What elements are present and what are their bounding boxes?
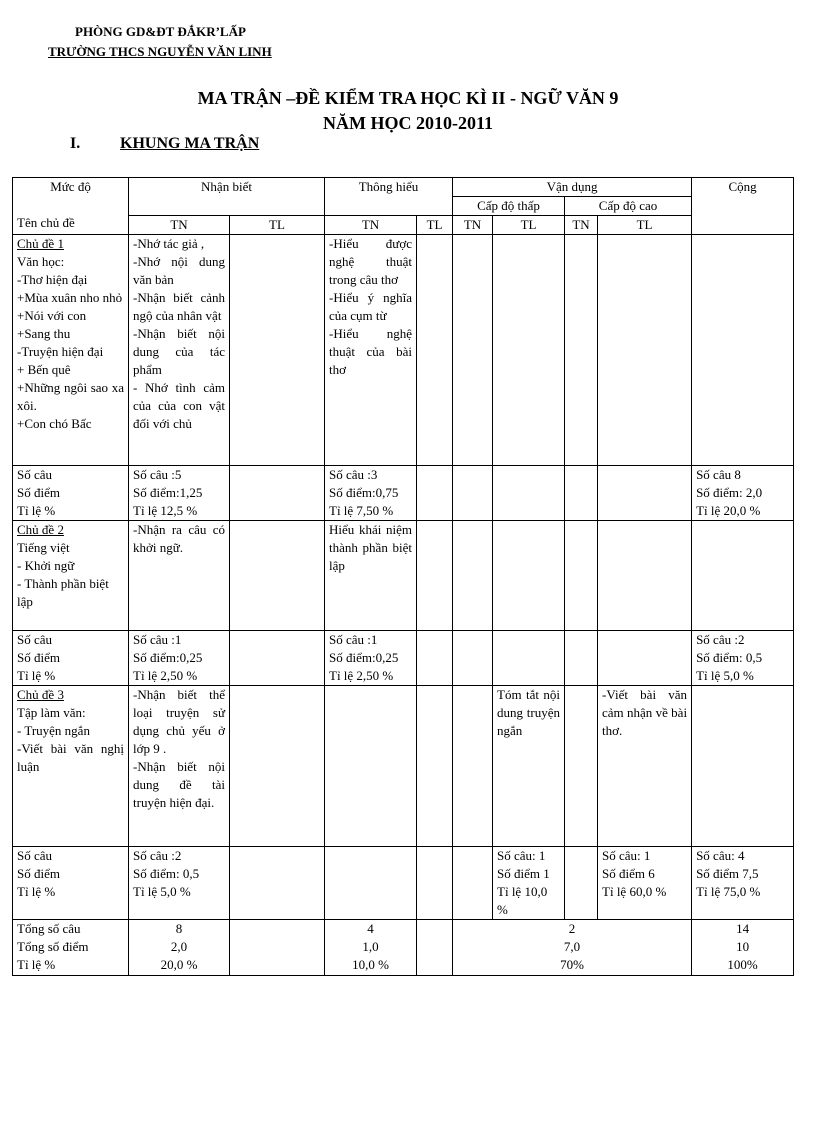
stat-value: Tỉ lệ 5,0 % xyxy=(696,668,754,683)
high-level-header: Cấp độ cao xyxy=(565,197,692,216)
school-name: TRƯỜNG THCS NGUYỄN VĂN LINH xyxy=(48,44,272,59)
topic1-line: +Con chó Bấc xyxy=(17,416,92,431)
stat-value: Tỉ lệ 10,0 % xyxy=(497,884,548,917)
empty-cell xyxy=(565,686,598,847)
topic1-title: Chủ đề 1 xyxy=(17,236,64,251)
total-value: 70% xyxy=(560,957,584,972)
stat-label: Số câu xyxy=(17,848,53,863)
document-title: MA TRẬN –ĐỀ KIỂM TRA HỌC KÌ II - NGỮ VĂN 9 xyxy=(197,88,619,108)
topic1-recognition-stats xyxy=(129,466,230,521)
stat-label: Số câu xyxy=(17,632,53,647)
stat-value: Tỉ lệ 60,0 % xyxy=(602,884,667,899)
grand-totals xyxy=(692,920,794,976)
stat-value: Số điểm:0,75 xyxy=(329,485,399,500)
empty-cell xyxy=(453,466,493,521)
total-value: 100% xyxy=(727,957,758,972)
empty-cell xyxy=(230,235,325,466)
stat-value: Số câu 8 xyxy=(696,467,741,482)
total-label: Tổng số câu xyxy=(17,921,81,936)
topic3-line: -Viết bài văn nghị luận xyxy=(17,741,124,774)
stat-value: Tỉ lệ 12,5 % xyxy=(133,503,198,518)
empty-cell xyxy=(565,847,598,920)
stat-value: Số câu: 4 xyxy=(696,848,745,863)
tn-header: TN xyxy=(325,216,417,235)
text-line: -Nhận biết thể loại truyện sử dụng chủ yếu ở lớp 9 . xyxy=(133,687,225,756)
empty-cell xyxy=(230,466,325,521)
topic2-title: Chủ đề 2 xyxy=(17,522,64,537)
text-line: -Hiểu ý nghĩa của cụm từ xyxy=(329,290,412,323)
comprehension-totals xyxy=(325,920,417,976)
empty-cell xyxy=(565,235,598,466)
empty-cell xyxy=(417,521,453,631)
topic1-comprehension-stats xyxy=(325,466,417,521)
recognition-totals xyxy=(129,920,230,976)
stat-value: Số câu: 1 xyxy=(602,848,651,863)
header-corner-cell xyxy=(13,178,129,235)
text-line: -Viết bài văn cảm nhận về bài thơ. xyxy=(602,687,688,738)
section-number: I. xyxy=(70,135,81,152)
application-totals xyxy=(453,920,692,976)
empty-cell xyxy=(230,920,325,976)
empty-cell xyxy=(565,466,598,521)
text-line: -Nhận biết nội dung của tác phẩm xyxy=(133,326,225,377)
total-value: 2 xyxy=(568,921,576,936)
topic3-recognition xyxy=(129,686,230,847)
topic2-recognition-stats xyxy=(129,631,230,686)
stat-value: Số câu :1 xyxy=(133,632,182,647)
topic1-line: -Thơ hiện đại xyxy=(17,272,88,287)
topic3-cell xyxy=(13,686,129,847)
empty-cell xyxy=(325,847,417,920)
text-line: -Nhận biết cảnh ngộ của nhân vật xyxy=(133,290,225,323)
stat-value: Số điểm: 0,5 xyxy=(133,866,200,881)
topic2-comprehension-stats xyxy=(325,631,417,686)
stat-value: Số câu :1 xyxy=(329,632,378,647)
topic1-line: Văn học: xyxy=(17,254,65,269)
stat-value: Số điểm:0,25 xyxy=(329,650,399,665)
text-line: -Nhớ nội dung văn bản xyxy=(133,254,225,287)
text-line: Hiểu khái niệm thành phần biệt lập xyxy=(329,522,412,573)
school-year: NĂM HỌC 2010-2011 xyxy=(323,113,493,133)
empty-cell xyxy=(453,631,493,686)
total-value: 10,0 % xyxy=(352,957,389,972)
empty-cell xyxy=(565,631,598,686)
empty-cell xyxy=(453,521,493,631)
text-line: Tóm tắt nội dung truyện ngắn xyxy=(497,687,561,738)
topic3-low-application xyxy=(493,686,565,847)
empty-cell xyxy=(417,466,453,521)
application-header: Vận dụng xyxy=(453,178,692,197)
recognition-header: Nhận biết xyxy=(129,178,325,216)
empty-cell xyxy=(230,847,325,920)
topic2-cell xyxy=(13,521,129,631)
empty-cell xyxy=(230,686,325,847)
empty-cell xyxy=(493,631,565,686)
total-label: Tổng số điểm xyxy=(17,939,89,954)
empty-cell xyxy=(493,466,565,521)
stat-label: Tỉ lệ % xyxy=(17,503,56,518)
topic1-line: +Mùa xuân nho nhỏ xyxy=(17,290,123,305)
topic3-line: Tập làm văn: xyxy=(17,705,86,720)
topic2-total-stats xyxy=(692,631,794,686)
tn-header: TN xyxy=(453,216,493,235)
total-value: 14 xyxy=(736,921,750,936)
stat-value: Số câu :5 xyxy=(133,467,182,482)
department-name: PHÒNG GD&ĐT ĐẮKR’LẤP xyxy=(75,24,246,39)
stat-value: Số điểm:0,25 xyxy=(133,650,203,665)
topic3-low-application-stats xyxy=(493,847,565,920)
empty-cell xyxy=(692,686,794,847)
total-value: 7,0 xyxy=(563,939,581,954)
empty-cell xyxy=(325,686,417,847)
stats-labels xyxy=(13,847,129,920)
empty-cell xyxy=(598,235,692,466)
stat-label: Số điểm xyxy=(17,485,60,500)
topic1-line: -Truyện hiện đại xyxy=(17,344,104,359)
empty-cell xyxy=(598,466,692,521)
empty-cell xyxy=(598,521,692,631)
comprehension-header: Thông hiểu xyxy=(325,178,453,216)
topic1-recognition xyxy=(129,235,230,466)
stat-value: Số câu :3 xyxy=(329,467,378,482)
stat-value: Số câu :2 xyxy=(696,632,745,647)
stat-value: Tỉ lệ 20,0 % xyxy=(696,503,761,518)
tn-header: TN xyxy=(129,216,230,235)
tl-header: TL xyxy=(598,216,692,235)
empty-cell xyxy=(417,847,453,920)
topic3-line: - Truyện ngắn xyxy=(17,723,90,738)
total-value: 8 xyxy=(175,921,183,936)
text-line: -Nhớ tác giả , xyxy=(133,236,205,251)
topic3-high-application-stats xyxy=(598,847,692,920)
text-line: -Hiểu nghệ thuật của bài thơ xyxy=(329,326,412,377)
level-label: Mức độ xyxy=(50,179,91,194)
low-level-header: Cấp độ thấp xyxy=(453,197,565,216)
stat-value: Số điểm 1 xyxy=(497,866,550,881)
tl-header: TL xyxy=(493,216,565,235)
empty-cell xyxy=(692,235,794,466)
total-value: 2,0 xyxy=(170,939,188,954)
tl-header: TL xyxy=(417,216,453,235)
stat-value: Tỉ lệ 75,0 % xyxy=(696,884,761,899)
stat-value: Số câu :2 xyxy=(133,848,182,863)
matrix-table xyxy=(12,177,794,976)
empty-cell xyxy=(565,521,598,631)
stat-value: Số điểm: 2,0 xyxy=(696,485,763,500)
stat-label: Số câu xyxy=(17,467,53,482)
empty-cell xyxy=(230,631,325,686)
stat-value: Tỉ lệ 7,50 % xyxy=(329,503,394,518)
topic1-line: +Sang thu xyxy=(17,326,71,341)
topic2-line: - Khởi ngữ xyxy=(17,558,75,573)
empty-cell xyxy=(692,521,794,631)
text-line: -Hiểu được nghệ thuật trong câu thơ xyxy=(329,236,412,287)
empty-cell xyxy=(417,920,453,976)
topic2-line: Tiếng việt xyxy=(17,540,70,555)
topic-name-label: Tên chủ đề xyxy=(17,215,75,230)
stat-value: Tỉ lệ 2,50 % xyxy=(329,668,394,683)
total-header: Cộng xyxy=(692,178,794,235)
total-value: 10 xyxy=(736,939,750,954)
stat-value: Tỉ lệ 2,50 % xyxy=(133,668,198,683)
empty-cell xyxy=(453,847,493,920)
text-line: - Nhớ tình cảm của của con vật đối với chủ xyxy=(133,380,225,431)
topic1-cell xyxy=(13,235,129,466)
topic3-recognition-stats xyxy=(129,847,230,920)
totals-labels xyxy=(13,920,129,976)
empty-cell xyxy=(493,521,565,631)
text-line: -Nhận biết nội dung đề tài truyện hiện đại. xyxy=(133,759,225,810)
empty-cell xyxy=(453,686,493,847)
stat-label: Tỉ lệ % xyxy=(17,884,56,899)
topic3-title: Chủ đề 3 xyxy=(17,687,64,702)
stat-value: Số điểm 7,5 xyxy=(696,866,759,881)
topic3-high-application xyxy=(598,686,692,847)
empty-cell xyxy=(453,235,493,466)
topic2-comprehension xyxy=(325,521,417,631)
topic2-line: - Thành phần biệt lập xyxy=(17,576,109,609)
stat-value: Số câu: 1 xyxy=(497,848,546,863)
stat-value: Số điểm 6 xyxy=(602,866,655,881)
topic1-line: +Những ngôi sao xa xôi. xyxy=(17,380,124,413)
empty-cell xyxy=(230,521,325,631)
empty-cell xyxy=(417,631,453,686)
stat-label: Số điểm xyxy=(17,650,60,665)
topic1-total-stats xyxy=(692,466,794,521)
topic1-line: +Nói với con xyxy=(17,308,87,323)
stats-labels xyxy=(13,466,129,521)
text-line: -Nhận ra câu có khởi ngữ. xyxy=(133,522,225,555)
total-value: 4 xyxy=(367,921,374,936)
total-label: Tỉ lệ % xyxy=(17,957,56,972)
section-title: KHUNG MA TRẬN xyxy=(120,135,260,152)
stat-value: Tỉ lệ 5,0 % xyxy=(133,884,191,899)
tl-header: TL xyxy=(230,216,325,235)
stats-labels xyxy=(13,631,129,686)
stat-label: Tỉ lệ % xyxy=(17,668,56,683)
tn-header: TN xyxy=(565,216,598,235)
total-value: 20,0 % xyxy=(160,957,198,972)
empty-cell xyxy=(493,235,565,466)
topic1-line: + Bến quê xyxy=(17,362,71,377)
empty-cell xyxy=(598,631,692,686)
topic3-total-stats xyxy=(692,847,794,920)
topic2-recognition xyxy=(129,521,230,631)
stat-label: Số điểm xyxy=(17,866,60,881)
total-value: 1,0 xyxy=(362,939,379,954)
stat-value: Số điểm:1,25 xyxy=(133,485,203,500)
stat-value: Số điểm: 0,5 xyxy=(696,650,763,665)
topic1-comprehension xyxy=(325,235,417,466)
empty-cell xyxy=(417,686,453,847)
empty-cell xyxy=(417,235,453,466)
